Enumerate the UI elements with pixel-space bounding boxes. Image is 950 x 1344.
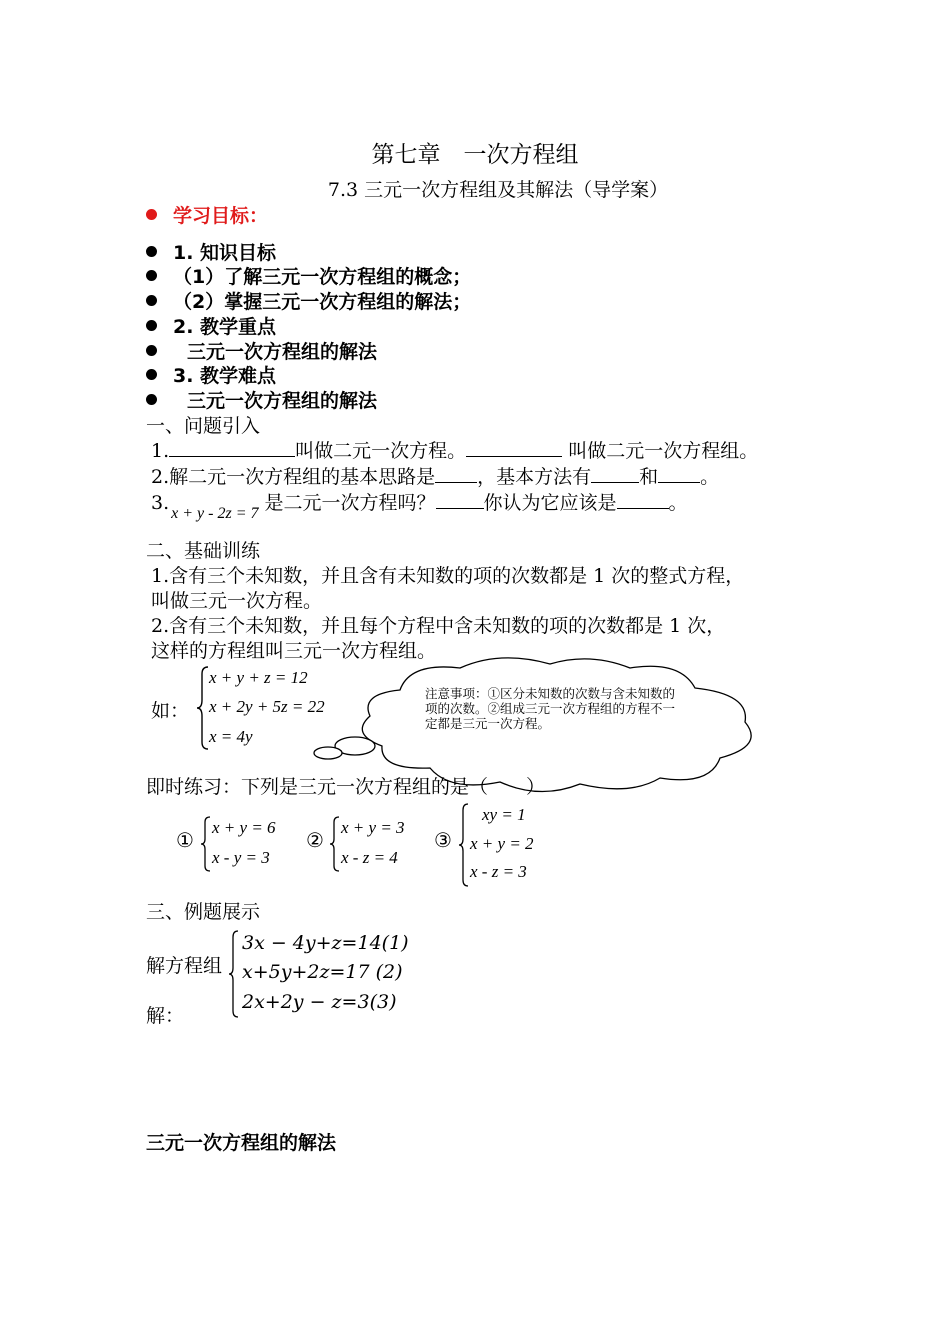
list-item: 2. 教学重点 xyxy=(146,312,276,339)
answer-blank[interactable] xyxy=(436,508,484,509)
option-eq: xy = 1 xyxy=(482,805,526,824)
answer-blank[interactable] xyxy=(658,482,700,483)
answer-blank[interactable] xyxy=(591,482,639,483)
chapter-title: 第七章 一次方程组 xyxy=(371,142,579,168)
brace-icon xyxy=(228,930,240,1018)
example-eq-3: 2x+2y − z=3(3) xyxy=(242,991,397,1013)
list-item: （1）了解三元一次方程组的概念； xyxy=(146,262,471,289)
definition-2: 2.含有三个未知数，并且每个方程中含未知数的项的次数都是 1 次， xyxy=(151,615,726,637)
option-label: ③ xyxy=(434,828,452,852)
section2-heading: 二、基础训练 xyxy=(146,540,261,562)
brace-icon xyxy=(329,816,341,872)
option-label: ① xyxy=(176,828,194,852)
question-1: 1. 叫做二元一次方程。 叫做二元一次方程组。 xyxy=(151,440,759,462)
bullet-icon xyxy=(146,394,157,405)
bullet-icon xyxy=(146,270,157,281)
bullet-icon xyxy=(146,295,157,306)
summary-text: 三元一次方程组的解法 xyxy=(146,1132,337,1154)
option-eq: x - y = 3 xyxy=(212,848,270,867)
bullet-icon xyxy=(146,209,157,220)
list-item: 三元一次方程组的解法 xyxy=(146,337,377,364)
definition-1-cont: 叫做三元一次方程。 xyxy=(151,590,323,612)
practice-prompt: 即时练习：下列是三元一次方程组的是（ ） xyxy=(146,776,546,798)
option-eq: x + y = 6 xyxy=(212,818,276,837)
option-eq: x - z = 4 xyxy=(341,848,398,867)
example-eq-3: x = 4y xyxy=(209,727,253,746)
bullet-icon xyxy=(146,246,157,257)
definition-2-cont: 这样的方程组叫三元一次方程组。 xyxy=(151,640,437,662)
brace-icon xyxy=(458,803,470,887)
note-text: 注意事项：①区分未知数的次数与含未知数的项的次数。②组成三元一次方程组的方程不一定都是三元一次方程。 xyxy=(425,686,676,731)
list-item: 三元一次方程组的解法 xyxy=(146,386,377,413)
section1-heading: 一、问题引入 xyxy=(146,415,261,437)
question-3: 3. $_{x + y - 2z = 7}$ 是二元一次方程吗？ 你认为它应该是 。 xyxy=(151,492,688,522)
example-eq-1: 3x − 4y+z=14(1) xyxy=(242,932,409,954)
answer-label: 解： xyxy=(146,1005,185,1027)
option-eq: x - z = 3 xyxy=(470,862,527,881)
question-2: 2.解二元一次方程组的基本思路是 ，基本方法有 和 。 xyxy=(151,466,720,488)
list-item: 3. 教学难点 xyxy=(146,361,276,388)
brace-icon xyxy=(200,816,212,872)
answer-blank[interactable] xyxy=(169,456,295,457)
answer-blank[interactable] xyxy=(617,508,669,509)
option-eq: x + y = 2 xyxy=(470,834,534,853)
option-eq: x + y = 3 xyxy=(341,818,405,837)
answer-blank[interactable] xyxy=(435,482,477,483)
definition-1: 1.含有三个未知数，并且含有未知数的项的次数都是 1 次的整式方程， xyxy=(151,565,745,587)
section3-heading: 三、例题展示 xyxy=(146,901,261,923)
example-eq-2: x+5y+2z=17 (2) xyxy=(242,961,403,983)
brace-icon xyxy=(196,666,210,750)
equation: x + y - 2z = 7 xyxy=(171,505,259,522)
bullet-icon xyxy=(146,320,157,331)
example-prompt: 解方程组 xyxy=(146,955,223,977)
example-eq-1: x + y + z = 12 xyxy=(209,668,308,687)
lesson-title: 7.3 三元一次方程组及其解法（导学案） xyxy=(327,179,669,201)
list-item: 1. 知识目标 xyxy=(146,238,276,265)
list-item: （2）掌握三元一次方程组的解法； xyxy=(146,287,471,314)
bullet-icon xyxy=(146,345,157,356)
objectives-heading: 学习目标： xyxy=(146,201,268,228)
example-label: 如： xyxy=(151,700,190,722)
example-eq-2: x + 2y + 5z = 22 xyxy=(209,697,325,716)
answer-blank[interactable] xyxy=(466,456,562,457)
option-label: ② xyxy=(306,828,324,852)
bullet-icon xyxy=(146,369,157,380)
